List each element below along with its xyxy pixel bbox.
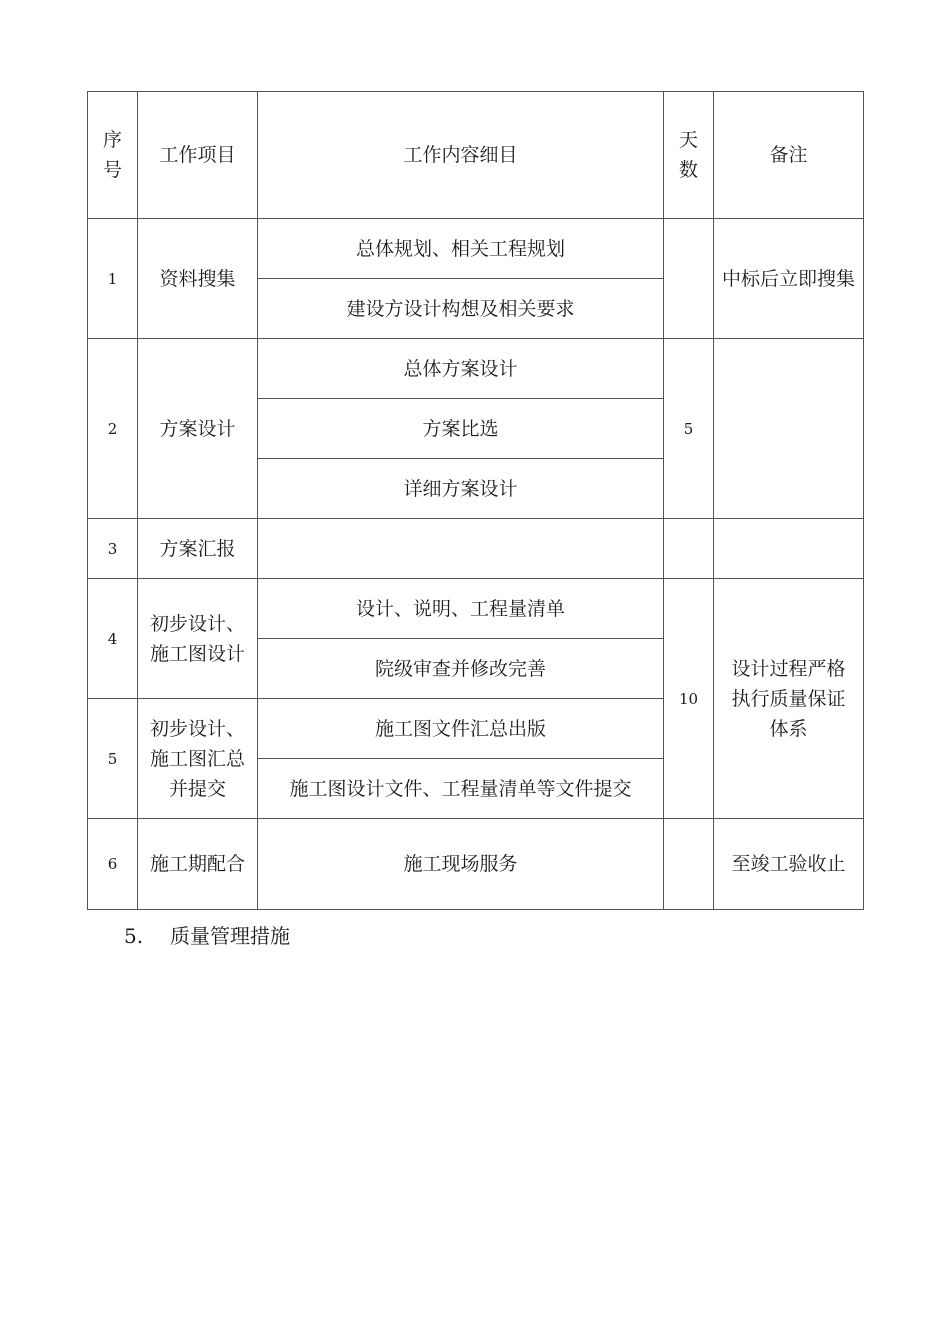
schedule-table <box>87 91 864 910</box>
header-item: 工作项目 <box>138 92 258 219</box>
row-note: 设计过程严格执行质量保证体系 <box>714 579 864 819</box>
table-row <box>88 819 864 910</box>
row-detail: 方案比选 <box>258 399 664 459</box>
row-detail: 设计、说明、工程量清单 <box>258 579 664 639</box>
header-detail: 工作内容细目 <box>258 92 664 219</box>
row-seq: 6 <box>88 819 138 910</box>
row-detail: 总体规划、相关工程规划 <box>258 219 664 279</box>
section-title: 质量管理措施 <box>170 924 290 948</box>
row-note: 至竣工验收止 <box>714 819 864 910</box>
row-note <box>714 339 864 519</box>
table-row <box>88 579 864 639</box>
row-detail <box>258 519 664 579</box>
row-seq: 2 <box>88 339 138 519</box>
row-item: 施工期配合 <box>138 819 258 910</box>
row-seq: 5 <box>88 699 138 819</box>
row-days <box>664 519 714 579</box>
row-seq: 3 <box>88 519 138 579</box>
row-days <box>664 819 714 910</box>
section-number: 5. <box>124 924 144 948</box>
table-row <box>88 339 864 399</box>
row-seq: 1 <box>88 219 138 339</box>
row-days <box>664 219 714 339</box>
row-detail: 详细方案设计 <box>258 459 664 519</box>
section-heading <box>124 920 290 949</box>
row-detail: 建设方设计构想及相关要求 <box>258 279 664 339</box>
row-item: 方案设计 <box>138 339 258 519</box>
row-item: 初步设计、施工图设计 <box>138 579 258 699</box>
table-row <box>88 519 864 579</box>
header-days: 天数 <box>664 92 714 219</box>
row-detail: 院级审查并修改完善 <box>258 639 664 699</box>
row-seq: 4 <box>88 579 138 699</box>
row-detail: 施工现场服务 <box>258 819 664 910</box>
header-row <box>88 92 864 219</box>
row-days: 5 <box>664 339 714 519</box>
header-note: 备注 <box>714 92 864 219</box>
row-days: 10 <box>664 579 714 819</box>
row-note: 中标后立即搜集 <box>714 219 864 339</box>
row-item: 资料搜集 <box>138 219 258 339</box>
header-seq: 序号 <box>88 92 138 219</box>
row-item: 初步设计、施工图汇总并提交 <box>138 699 258 819</box>
row-detail: 总体方案设计 <box>258 339 664 399</box>
row-item: 方案汇报 <box>138 519 258 579</box>
table-row <box>88 219 864 279</box>
row-note <box>714 519 864 579</box>
row-detail: 施工图设计文件、工程量清单等文件提交 <box>258 759 664 819</box>
row-detail: 施工图文件汇总出版 <box>258 699 664 759</box>
